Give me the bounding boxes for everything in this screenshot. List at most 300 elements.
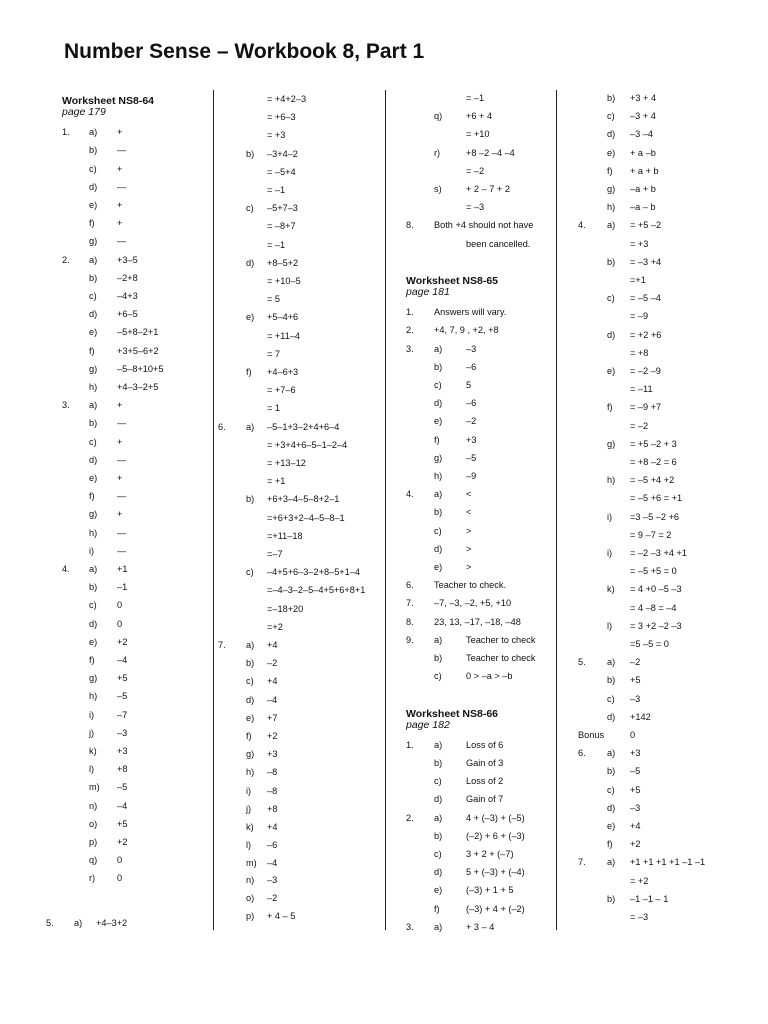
sub-question-letter: k) (246, 822, 254, 832)
sub-question-letter: d) (89, 181, 98, 192)
sub-question-letter: c) (89, 600, 97, 611)
answer-value: = –1 (267, 185, 286, 195)
answer-value: =3 –5 –2 +6 (630, 511, 680, 522)
answer-value: –3 (117, 727, 128, 738)
sub-question-letter: f) (434, 434, 440, 445)
sub-question-letter: e) (89, 327, 98, 338)
answer-value: + (117, 163, 123, 174)
sub-question-letter: f) (89, 491, 95, 502)
answer-value: = –3 +4 (630, 256, 662, 267)
answer-value: + (117, 436, 123, 447)
sub-question-letter: b) (89, 145, 98, 156)
answer-value: –4 (117, 655, 128, 665)
sub-question-letter: c) (246, 676, 254, 687)
sub-question-letter: b) (89, 272, 98, 283)
sub-question-letter: a) (74, 918, 83, 928)
sub-question-letter: e) (434, 562, 443, 572)
sub-question-letter: a) (607, 657, 616, 668)
sub-question-letter: f) (607, 402, 613, 413)
answer-value: +5 (630, 675, 641, 686)
answer-value: –7, –3, –2, +5, +10 (434, 598, 512, 609)
answer-value: –3 (267, 875, 278, 885)
sub-question-letter: e) (434, 416, 443, 427)
answer-value: =–18+20 (267, 603, 304, 614)
answer-value: = –3 (466, 202, 485, 213)
page-reference: page 181 (406, 286, 450, 298)
answer-value: +5 (117, 673, 128, 684)
answer-value: = 9 –7 = 2 (630, 529, 672, 540)
answer-value: +3–5 (117, 254, 138, 265)
answer-value: +4 (267, 676, 278, 687)
sub-question-letter: o) (246, 893, 255, 904)
sub-question-letter: c) (89, 291, 97, 301)
sub-question-letter: a) (607, 857, 616, 868)
answer-value: =+2 (267, 621, 283, 632)
answer-value: –6 (466, 398, 477, 409)
answer-value: = –2 –3 +4 +1 (630, 548, 687, 558)
answer-value: = +13–12 (267, 458, 306, 468)
sub-question-letter: f) (246, 367, 252, 377)
sub-question-letter: c) (434, 380, 442, 390)
answer-value: = 4 +0 –5 –3 (630, 584, 682, 595)
column-divider (556, 90, 557, 930)
answer-value: — (117, 418, 127, 429)
answer-value: =5 –5 = 0 (630, 639, 669, 649)
answer-value: = 3 +2 –2 –3 (630, 620, 682, 631)
answer-value: = +5 –2 (630, 220, 662, 231)
answer-value: = +8 (630, 347, 649, 358)
sub-question-letter: c) (434, 525, 442, 536)
sub-question-letter: r) (89, 873, 96, 884)
sub-question-letter: m) (89, 782, 100, 793)
answer-value: Both +4 should not have (434, 220, 534, 231)
sub-question-letter: d) (607, 129, 616, 140)
answer-value: + (117, 127, 123, 138)
question-number: 1. (62, 127, 70, 138)
answer-value: < (466, 507, 472, 518)
answer-value: 5 (466, 380, 472, 390)
answer-value: –8 (267, 785, 278, 796)
sub-question-letter: e) (89, 200, 98, 210)
answer-value: = +1 (267, 476, 286, 487)
answer-value: 3 + 2 + (–7) (466, 849, 514, 859)
answer-value: –2 (267, 658, 278, 669)
answer-value: = –8+7 (267, 221, 296, 232)
sub-question-letter: c) (434, 849, 442, 859)
answer-value: +8 –2 –4 –4 (466, 147, 515, 158)
question-number: 3. (406, 343, 414, 354)
sub-question-letter: g) (89, 363, 98, 374)
sub-question-letter: g) (434, 452, 443, 463)
sub-question-letter: i) (246, 785, 252, 796)
answer-value: +7 (267, 712, 278, 723)
answer-value: –5 (466, 452, 477, 463)
page-title: Number Sense – Workbook 8, Part 1 (64, 40, 425, 63)
column-divider (213, 90, 214, 930)
answer-value: > (466, 525, 472, 536)
question-number: 2. (62, 254, 70, 265)
answer-value: (–3) + 1 + 5 (466, 885, 514, 896)
sub-question-letter: g) (607, 184, 616, 194)
sub-question-letter: b) (434, 653, 443, 663)
bonus-label: Bonus (578, 730, 605, 740)
answer-value: =+11–18 (267, 530, 303, 541)
sub-question-letter: h) (89, 527, 98, 538)
question-number: 6. (578, 748, 586, 759)
sub-question-letter: a) (89, 400, 98, 411)
answer-value: +3 + 4 (630, 93, 657, 103)
answer-value: Gain of 3 (466, 758, 504, 768)
answer-value: –2 (466, 416, 477, 427)
sub-question-letter: b) (434, 830, 443, 841)
sub-question-letter: c) (434, 776, 442, 787)
question-number: 6. (406, 580, 414, 591)
sub-question-letter: a) (607, 748, 616, 759)
worksheet-heading: Worksheet NS8-66 (406, 707, 499, 720)
answer-value: + a + b (630, 165, 659, 176)
answer-value: = –1 (466, 93, 485, 103)
answer-value: –5–1+3–2+4+6–4 (267, 421, 340, 432)
answer-value: –5 (117, 691, 128, 702)
question-number: 7. (218, 640, 226, 650)
answer-value: =+1 (630, 275, 646, 285)
answer-value: =+6+3+2–4–5–8–1 (267, 512, 345, 523)
sub-question-letter: a) (434, 343, 443, 354)
answer-value: +4 (267, 640, 278, 650)
answer-value: –4+5+6–3–2+8–5+1–4 (267, 567, 360, 578)
answer-value: –3 –4 (630, 129, 653, 140)
sub-question-letter: c) (89, 436, 97, 447)
sub-question-letter: h) (246, 767, 255, 778)
sub-question-letter: f) (89, 345, 95, 356)
sub-question-letter: i) (89, 709, 95, 720)
answer-value: = +5 –2 + 3 (630, 438, 677, 449)
answer-value: + (117, 218, 123, 229)
answer-value: –7 (117, 709, 128, 720)
question-number: 1. (406, 739, 414, 750)
question-number: 2. (406, 325, 414, 336)
question-number: 2. (406, 812, 414, 823)
answer-value: –2 (267, 893, 278, 904)
answer-value: (–3) + 4 + (–2) (466, 903, 525, 914)
sub-question-letter: d) (89, 454, 98, 465)
sub-question-letter: g) (246, 749, 255, 760)
question-number: 4. (406, 489, 414, 500)
answer-value: = –2 (630, 420, 649, 431)
answer-value: +4–3+2 (96, 918, 128, 928)
answer-value: –6 (267, 840, 278, 851)
sub-question-letter: m) (246, 858, 257, 869)
answer-value: + (117, 473, 123, 483)
sub-question-letter: c) (607, 293, 615, 304)
answer-value: +5 (117, 818, 128, 829)
answer-value: = 1 (267, 403, 281, 414)
question-number: 5. (578, 657, 586, 668)
sub-question-letter: b) (607, 893, 616, 904)
sub-question-letter: e) (89, 473, 98, 483)
sub-question-letter: h) (89, 382, 98, 392)
answer-value: +3 (630, 748, 641, 759)
sub-question-letter: c) (607, 111, 615, 122)
worksheet-heading: Worksheet NS8-64 (62, 95, 155, 107)
answer-value: +6+3–4–5–8+2–1 (267, 494, 340, 505)
answer-value: = –1 (267, 239, 286, 250)
answer-value: = +3 (630, 238, 649, 249)
page-reference: page 182 (406, 718, 450, 731)
sub-question-letter: a) (434, 812, 443, 823)
answer-value: been cancelled. (466, 238, 531, 249)
answer-value: = –9 (630, 311, 649, 322)
answer-value: –5+8–2+1 (117, 327, 159, 338)
sub-question-letter: g) (89, 236, 98, 247)
answer-value: 0 (117, 618, 123, 629)
sub-question-letter: q) (89, 855, 98, 866)
answer-value: –4+3 (117, 291, 138, 301)
sub-question-letter: b) (246, 494, 255, 505)
sub-question-letter: a) (89, 254, 98, 265)
answer-value: + (117, 200, 123, 210)
sub-question-letter: b) (607, 93, 616, 103)
sub-question-letter: b) (434, 361, 443, 372)
sub-question-letter: e) (607, 821, 616, 831)
answer-value: — (117, 527, 127, 538)
sub-question-letter: i) (607, 548, 613, 558)
sub-question-letter: c) (607, 784, 615, 795)
answer-value: –3 + 4 (630, 111, 656, 122)
sub-question-letter: b) (246, 148, 255, 159)
sub-question-letter: d) (89, 309, 98, 320)
answer-value: Answers will vary. (434, 307, 507, 318)
answer-value: > (466, 543, 472, 554)
answer-value: = –3 (630, 912, 649, 922)
answer-value: +1 (117, 564, 128, 574)
sub-question-letter: e) (246, 312, 255, 323)
answer-value: = +7–6 (267, 385, 296, 396)
sub-question-letter: e) (89, 636, 98, 647)
sub-question-letter: b) (246, 658, 255, 669)
answer-value: — (117, 491, 127, 502)
question-number: 7. (578, 857, 586, 868)
question-number: 5. (46, 918, 54, 928)
answer-value: +2 (117, 837, 128, 847)
answer-value: +142 (630, 711, 651, 722)
sub-question-letter: a) (434, 634, 443, 645)
answer-value: = –5 +4 +2 (630, 475, 675, 486)
sub-question-letter: f) (246, 731, 252, 741)
sub-question-letter: f) (434, 903, 440, 914)
sub-question-letter: a) (89, 564, 98, 574)
answer-value: –2 (630, 657, 641, 668)
answer-value: –5–8+10+5 (117, 363, 164, 374)
answer-value: Gain of 7 (466, 794, 504, 805)
answer-value: 5 + (–3) + (–4) (466, 867, 525, 878)
answer-value: + 3 – 4 (466, 921, 495, 932)
sub-question-letter: e) (434, 885, 443, 896)
sub-question-letter: f) (607, 165, 613, 176)
sub-question-letter: c) (89, 163, 97, 174)
sub-question-letter: k) (607, 584, 615, 595)
page-reference: page 179 (62, 106, 106, 118)
answer-value: 23, 13, –17, –18, –48 (434, 616, 521, 627)
sub-question-letter: a) (246, 640, 255, 650)
answer-value: + (117, 509, 123, 520)
answer-value: –3 (466, 343, 477, 354)
answer-value: = +4+2–3 (267, 94, 307, 104)
sub-question-letter: d) (246, 694, 255, 705)
sub-question-letter: p) (89, 837, 98, 847)
answer-value: –2+8 (117, 272, 138, 283)
answer-value: +6 + 4 (466, 111, 493, 122)
sub-question-letter: f) (89, 218, 95, 229)
answer-value: < (466, 489, 472, 500)
sub-question-letter: a) (434, 739, 443, 750)
sub-question-letter: l) (607, 620, 613, 631)
answer-value: Loss of 2 (466, 776, 504, 787)
answer-value: — (117, 236, 127, 247)
answer-value: = 5 (267, 294, 281, 305)
answer-value: –4 (117, 800, 128, 811)
answer-value: +3 (466, 434, 477, 445)
answer-value: = +2 +6 (630, 329, 662, 340)
sub-question-letter: h) (434, 471, 443, 481)
answer-value: +4 (267, 822, 278, 832)
answer-value: +3 (117, 746, 128, 756)
answer-value: –3+4–2 (267, 148, 298, 159)
answer-value: –6 (466, 361, 477, 372)
answer-value: = +11–4 (267, 330, 301, 341)
answer-value: = +8 –2 = 6 (630, 457, 677, 467)
sub-question-letter: j) (89, 727, 95, 738)
answer-value: –9 (466, 471, 477, 481)
answer-value: = +6–3 (267, 112, 296, 123)
answer-value: +2 (117, 636, 128, 647)
question-number: 8. (406, 220, 414, 231)
sub-question-letter: a) (434, 921, 443, 932)
question-number: 1. (406, 307, 414, 318)
answer-value: –5 (630, 766, 641, 777)
answer-value: — (117, 181, 127, 192)
sub-question-letter: o) (89, 818, 98, 829)
answer-value: +4, 7, 9 , +2, +8 (434, 325, 499, 336)
sub-question-letter: b) (89, 418, 98, 429)
answer-value: –1 –1 – 1 (630, 893, 669, 904)
answer-value: = –5 +6 = +1 (630, 493, 683, 504)
sub-question-letter: n) (246, 875, 255, 885)
sub-question-letter: k) (89, 746, 97, 756)
answer-value: + 2 – 7 + 2 (466, 184, 510, 194)
answer-value: = +10–5 (267, 276, 301, 286)
answer-value: = –5 –4 (630, 293, 661, 304)
answer-value: + (117, 400, 123, 411)
answer-value: — (117, 454, 127, 465)
sub-question-letter: l) (89, 764, 95, 775)
answer-value: — (117, 545, 127, 556)
sub-question-letter: a) (246, 421, 255, 432)
answer-value: =–7 (267, 549, 283, 559)
answer-value: +8–5+2 (267, 257, 299, 268)
question-number: 6. (218, 421, 226, 432)
answer-value: = +3 (267, 130, 286, 141)
answer-value: 0 (117, 873, 123, 884)
answer-value: +8 (117, 764, 128, 775)
answer-value: 0 (630, 730, 636, 740)
answer-value: +4–6+3 (267, 367, 299, 377)
sub-question-letter: e) (607, 147, 616, 158)
answer-value: –3 (630, 802, 641, 813)
answer-value: +6–5 (117, 309, 138, 320)
sub-question-letter: e) (246, 712, 255, 723)
answer-value: –1 (117, 582, 128, 593)
sub-question-letter: c) (246, 203, 254, 214)
answer-value: –8 (267, 767, 278, 778)
answer-value: = 4 –8 = –4 (630, 602, 677, 613)
sub-question-letter: h) (607, 202, 616, 213)
sub-question-letter: i) (89, 545, 95, 556)
answer-value: +8 (267, 803, 278, 814)
sub-question-letter: g) (89, 673, 98, 684)
question-number: 8. (406, 616, 414, 627)
column-divider (385, 90, 386, 930)
sub-question-letter: a) (434, 489, 443, 500)
answer-value: –a – b (630, 202, 656, 213)
answer-value: — (117, 145, 127, 156)
answer-value: 0 (117, 600, 123, 611)
sub-question-letter: b) (89, 582, 98, 593)
question-number: 4. (578, 220, 586, 231)
answer-value: Loss of 6 (466, 739, 504, 750)
answer-value: 0 > –a > –b (466, 671, 513, 682)
answer-value: = –9 +7 (630, 402, 662, 413)
answer-value: Teacher to check. (434, 580, 507, 591)
question-number: 3. (62, 400, 70, 411)
answer-value: = 7 (267, 348, 281, 359)
worksheet-heading: Worksheet NS8-65 (406, 275, 499, 287)
sub-question-letter: f) (607, 839, 613, 850)
sub-question-letter: d) (434, 867, 443, 878)
sub-question-letter: d) (246, 257, 255, 268)
sub-question-letter: h) (607, 475, 616, 486)
answer-value: +5–4+6 (267, 312, 299, 323)
answer-value: –4 (267, 858, 278, 869)
sub-question-letter: d) (434, 543, 443, 554)
sub-question-letter: b) (607, 766, 616, 777)
sub-question-letter: c) (434, 671, 442, 682)
answer-value: +2 (630, 839, 641, 850)
answer-value: +3 (267, 749, 278, 760)
sub-question-letter: c) (246, 567, 254, 578)
answer-value: 0 (117, 855, 123, 866)
sub-question-letter: d) (607, 711, 616, 722)
sub-question-letter: a) (89, 127, 98, 138)
answer-value: + a –b (630, 147, 656, 158)
sub-question-letter: d) (89, 618, 98, 629)
sub-question-letter: q) (434, 111, 443, 122)
sub-question-letter: g) (607, 438, 616, 449)
question-number: 3. (406, 921, 414, 932)
sub-question-letter: g) (89, 509, 98, 520)
answer-value: = +3+4+6–5–1–2–4 (267, 439, 348, 450)
sub-question-letter: p) (246, 911, 255, 922)
answer-value: Teacher to check (466, 634, 536, 645)
answer-value: +5 (630, 784, 641, 795)
question-number: 4. (62, 564, 70, 574)
sub-question-letter: d) (434, 398, 443, 409)
sub-question-letter: s) (434, 184, 442, 194)
answer-value: (–2) + 6 + (–3) (466, 830, 525, 841)
sub-question-letter: f) (89, 655, 95, 665)
sub-question-letter: b) (434, 507, 443, 518)
answer-value: = –11 (630, 384, 653, 395)
